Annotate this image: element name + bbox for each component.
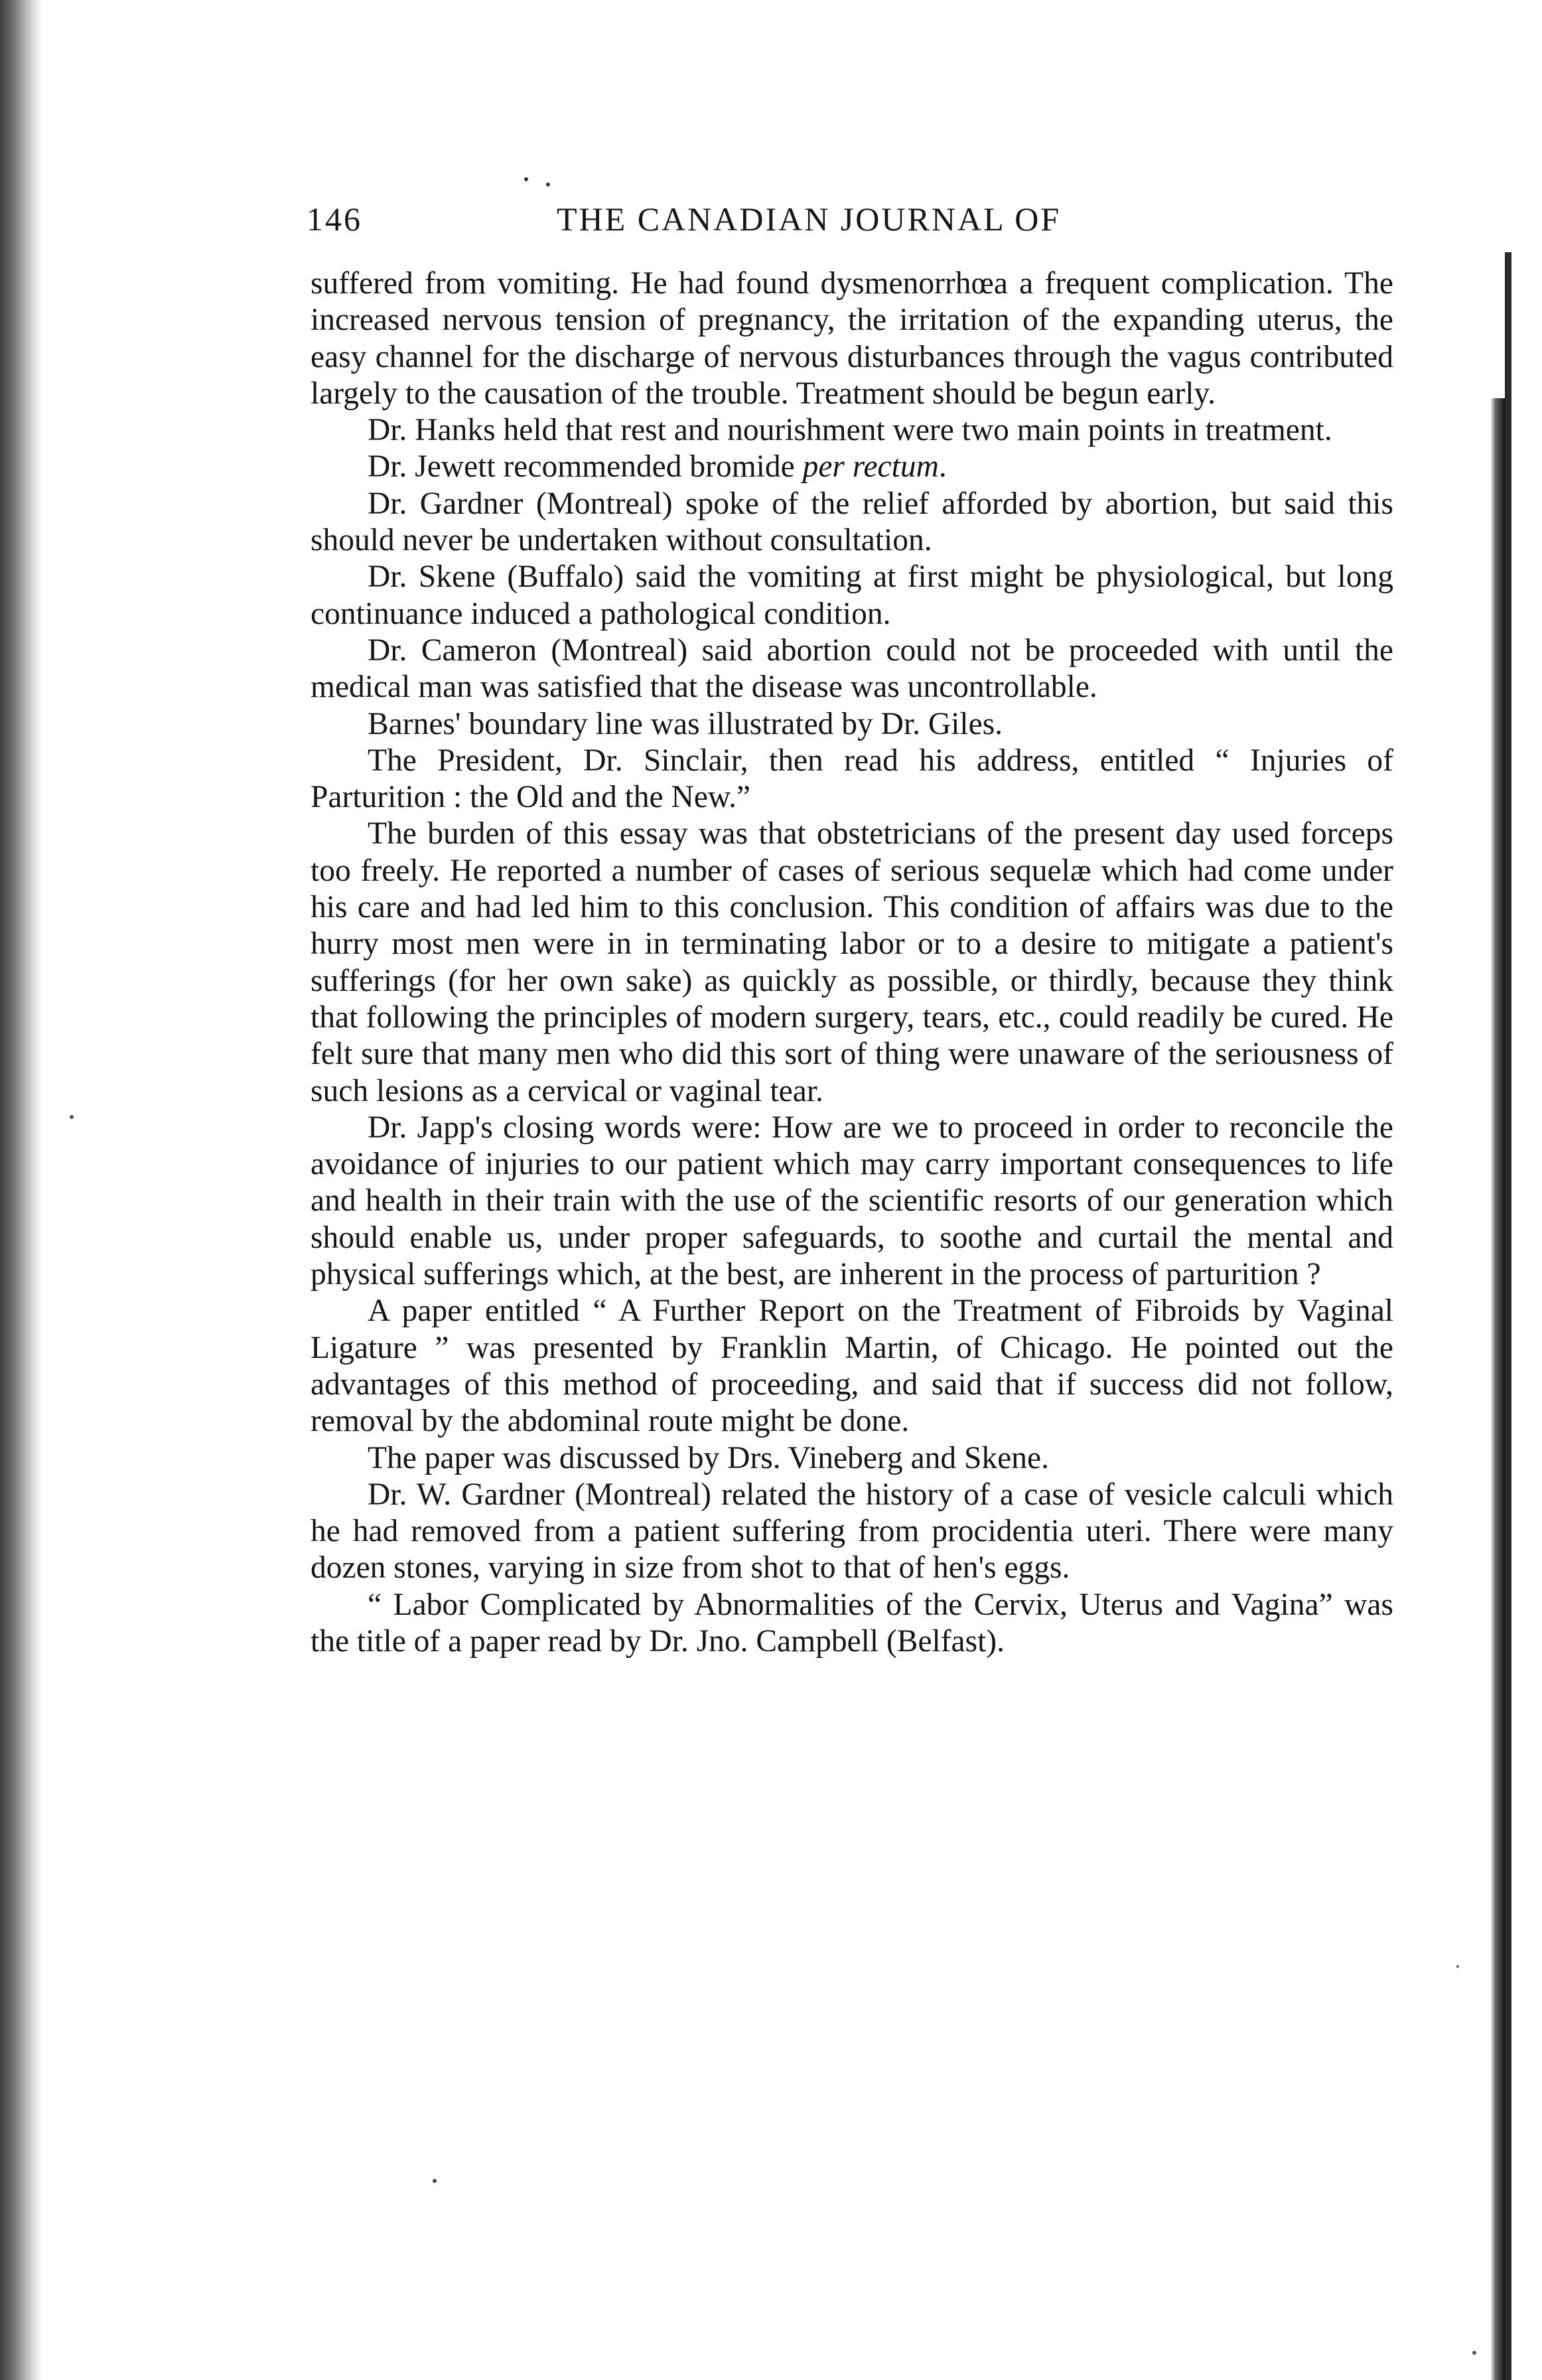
paragraph: “ Labor Complicated by Abnormalities of the Cervix, Uterus and Vagina” was the title of a paper read by Dr. Jno. Campbell (Belfast). — [311, 1587, 1393, 1659]
paragraph: suffered from vomiting. He had found dysmenorrhœa a frequent complication. The increased nervous tension of pregnancy, the irritation of the expanding uterus, the easy channel for the discharge of nervous disturbances through the vagus contributed largely to the causation of the trouble. Treatment should be begun early. — [311, 266, 1393, 411]
paragraph: Dr. Gardner (Montreal) spoke of the relief afforded by abortion, but said this should never be undertaken without consultation. — [311, 486, 1393, 558]
paragraph: The paper was discussed by Drs. Vineberg and Skene. — [368, 1440, 1049, 1475]
paragraph: Barnes' boundary line was illustrated by Dr. Giles. — [368, 706, 1003, 741]
paragraph-text: Dr. Jewett recommended bromide — [368, 449, 803, 484]
paragraph-text: . — [938, 449, 947, 484]
paragraph: The burden of this essay was that obstetricians of the present day used forceps too freely. He reported a number of cases of serious sequelæ which had come under his care and had led him to this conclusion. This condition of affairs was due to the hurry most men were in in terminating labor or to a desire to mitigate a patient's sufferings (for her own sake) as quickly as possible, or thirdly, because they think that following the principles of modern surgery, tears, etc., could readily be cured. He felt sure that many men who did this sort of thing were unaware of the seriousness of such lesions as a cervical or vaginal tear. — [311, 816, 1393, 1108]
paragraph — [311, 449, 1393, 485]
paragraph: Dr. Japp's closing words were: How are we to proceed in order to reconcile the avoidance of injuries to our patient which may carry important consequences to life and health in their train with the use of the scientific resorts of our generation which should enable us, under proper safeguards, to soothe and curtail the mental and physical sufferings which, at the best, are inherent in the process of parturition ? — [311, 1110, 1393, 1292]
paragraph: Dr. Cameron (Montreal) said abortion could not be proceeded with until the medical man was satisfied that the disease was uncontrollable. — [311, 632, 1393, 705]
running-title: THE CANADIAN JOURNAL OF — [557, 200, 1062, 238]
body-text — [311, 265, 1393, 1660]
paragraph: A paper entitled “ A Further Report on the Treatment of Fibroids by Vaginal Ligature ” was presented by Franklin Martin, of Chicago. He pointed out the advantages of this method of proceeding, and said that if success did not follow, removal by the abdominal route might be done. — [311, 1294, 1393, 1439]
paragraph: Dr. Skene (Buffalo) said the vomiting at first might be physiological, but long continuance induced a pathological condition. — [311, 559, 1393, 631]
page-number: 146 — [307, 200, 362, 238]
paragraph: Dr. Hanks held that rest and nourishment were two main points in treatment. — [368, 413, 1332, 448]
paragraph: Dr. W. Gardner (Montreal) related the history of a case of vesicle calculi which he had removed from a patient suffering from procidentia uteri. There were many dozen stones, varying in size from shot to that of hen's eggs. — [311, 1477, 1393, 1586]
paragraph: The President, Dr. Sinclair, then read his address, entitled “ Injuries of Parturition : the Old and the New.” — [311, 743, 1393, 815]
italic-phrase: per rectum — [802, 449, 939, 484]
